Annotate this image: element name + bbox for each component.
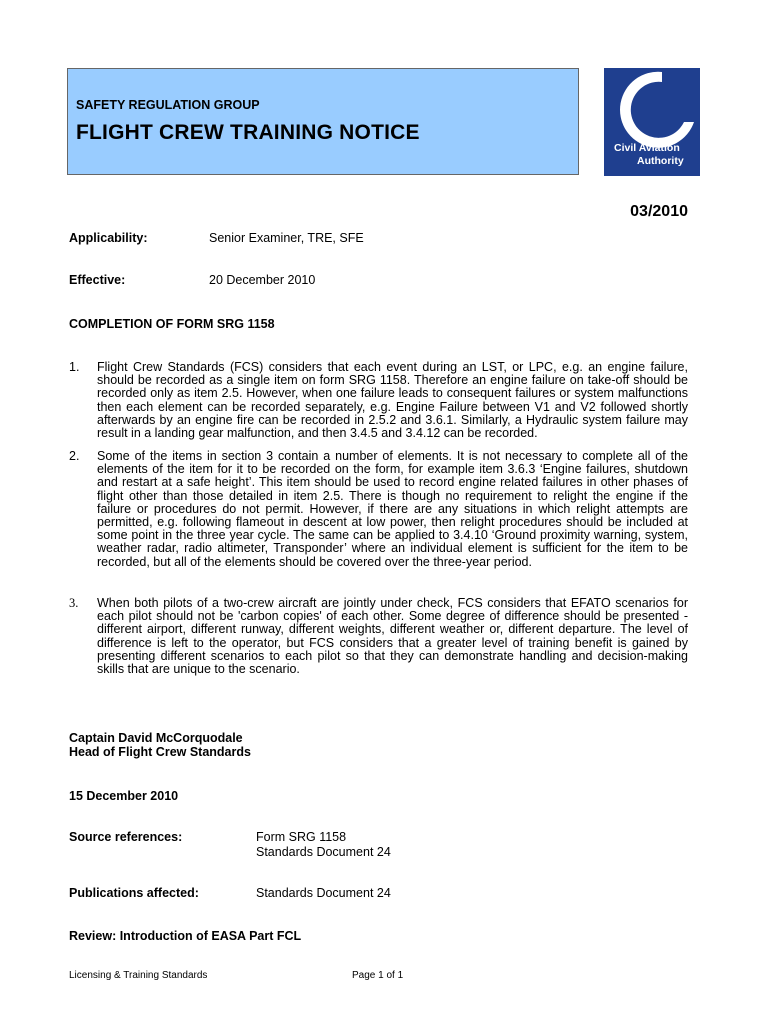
review-note: Review: Introduction of EASA Part FCL (69, 929, 302, 943)
paragraph-1 (69, 361, 688, 440)
paragraph-text: Flight Crew Standards (FCS) considers that each event during an LST, or LPC, e.g. an engine failure, should be recorded as a single item on form SRG 1158. Therefore an engine failure on take-off should be recorded only as item 2.5. However, when one failure leads to consequent failures or system malfunctions then each element can be recorded separately, e.g. Engine Failure between V1 and V2 followed shortly afterwards by an engine fire can be recorded in 2.5.2 and 3.6.1. Similarly, a Hydraulic system failure may result in a landing gear malfunction, and then 3.4.5 and 3.4.12 can be recorded. (97, 360, 688, 441)
page-title: FLIGHT CREW TRAINING NOTICE (76, 121, 420, 144)
notice-number: 03/2010 (630, 203, 688, 220)
header-group-name: SAFETY REGULATION GROUP (76, 98, 260, 112)
signatory-title: Head of Flight Crew Standards (69, 745, 251, 759)
paragraph-3 (69, 597, 688, 676)
paragraph-text: When both pilots of a two-crew aircraft are jointly under check, FCS considers that EFATO scenarios for each pilot should not be 'carbon copies' of each other. Some degree of difference should be presented - different airport, different runway, different weights, different weather or, different departure. The level of difference is left to the operator, but FCS considers that a greater level of training benefit is gained by presenting different scenarios to each pilot so that they can demonstrate handling and decision-making skills that are unique to the scenario. (97, 596, 688, 677)
paragraph-2 (69, 450, 688, 569)
header-banner (67, 68, 579, 175)
publications-affected-value: Standards Document 24 (256, 886, 391, 900)
effective-value: 20 December 2010 (209, 273, 316, 287)
publications-affected-label: Publications affected: (69, 886, 199, 900)
source-references-label: Source references: (69, 830, 183, 844)
caa-logo-icon (604, 68, 700, 176)
signature-date: 15 December 2010 (69, 789, 179, 803)
applicability-value: Senior Examiner, TRE, SFE (209, 231, 364, 245)
paragraph-number: 3. (69, 596, 79, 610)
effective-label: Effective: (69, 273, 126, 287)
logo-text-line2: Authority (637, 155, 684, 167)
logo-text-line1: Civil Aviation (614, 142, 680, 154)
source-reference-1: Form SRG 1158 (256, 830, 347, 844)
paragraph-number: 1. (69, 360, 80, 374)
section-heading: COMPLETION OF FORM SRG 1158 (69, 317, 275, 331)
footer-left: Licensing & Training Standards (69, 970, 208, 981)
source-reference-2: Standards Document 24 (256, 845, 391, 859)
applicability-label: Applicability: (69, 231, 148, 245)
signatory-name: Captain David McCorquodale (69, 731, 243, 745)
paragraph-number: 2. (69, 449, 80, 463)
paragraph-text: Some of the items in section 3 contain a number of elements. It is not necessary to complete all of the elements of the item for it to be recorded on the form, for example item 3.6.3 ‘Engine failures, shutdown and restart at a safe height’. This item should be used to record engine related failures in other phases of flight other than those detailed in item 2.5. There is though no requirement to relight the engine if the failure or procedures do not permit. However, if there are any situations in which relight attempts are permitted, e.g. following flameout in descent at low power, then relight procedures should be included at some point in the three year cycle. The same can be applied to 3.4.10 ‘Ground proximity warning, system, weather radar, radio altimeter, Transponder’ where an individual element is sufficient for the item to be recorded, but all of the elements should be covered over the three-year period. (97, 449, 688, 569)
caa-logo (604, 68, 700, 176)
page-number: Page 1 of 1 (352, 970, 404, 981)
